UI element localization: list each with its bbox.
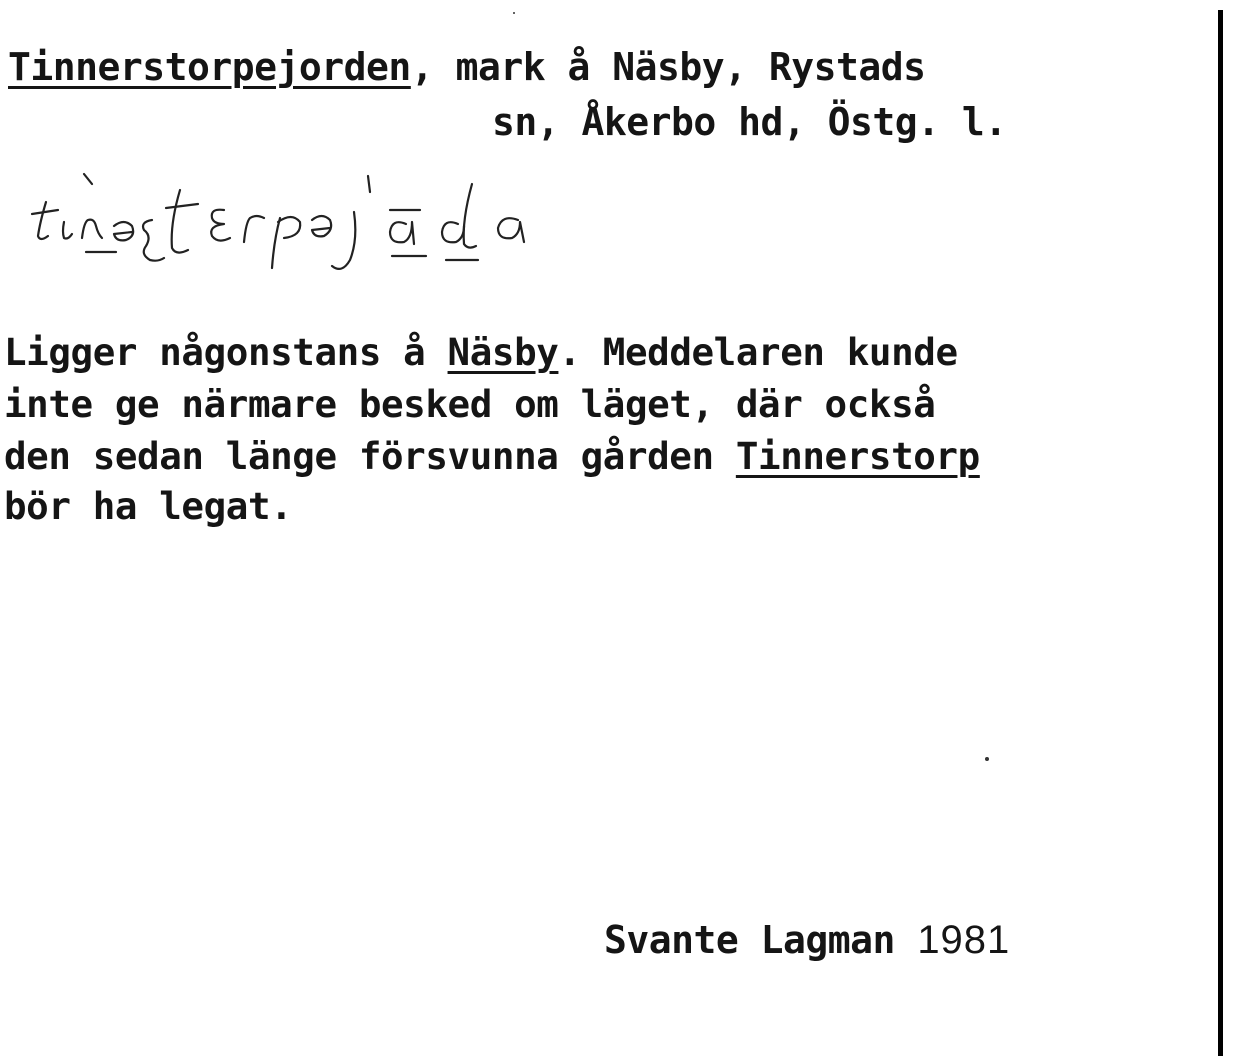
body-text: den sedan länge försvunna gården xyxy=(4,434,736,478)
place-description: , mark å Näsby, Rystads xyxy=(410,45,926,89)
body-text: Ligger någonstans å xyxy=(4,330,448,374)
card-heading xyxy=(8,45,926,89)
signature xyxy=(604,918,1010,963)
author-name: Svante Lagman xyxy=(604,918,895,962)
signature-year: 1981 xyxy=(917,918,1011,962)
place-name: Tinnerstorpejorden xyxy=(8,45,411,89)
paper-speck xyxy=(985,757,989,761)
place-reference-nasby: Näsby xyxy=(447,330,559,374)
place-location: sn, Åkerbo hd, Östg. l. xyxy=(492,100,1007,144)
body-line-4: bör ha legat. xyxy=(4,484,293,528)
paper-speck xyxy=(513,12,515,14)
body-line-1 xyxy=(4,330,958,374)
handwritten-phonetic-transcription xyxy=(28,160,598,280)
body-line-3 xyxy=(4,434,980,478)
body-text: . Meddelaren kunde xyxy=(558,330,958,374)
body-line-2: inte ge närmare besked om läget, där också xyxy=(4,382,936,426)
card-edge-line xyxy=(1218,10,1223,1056)
place-reference-tinnerstorp: Tinnerstorp xyxy=(735,434,980,478)
